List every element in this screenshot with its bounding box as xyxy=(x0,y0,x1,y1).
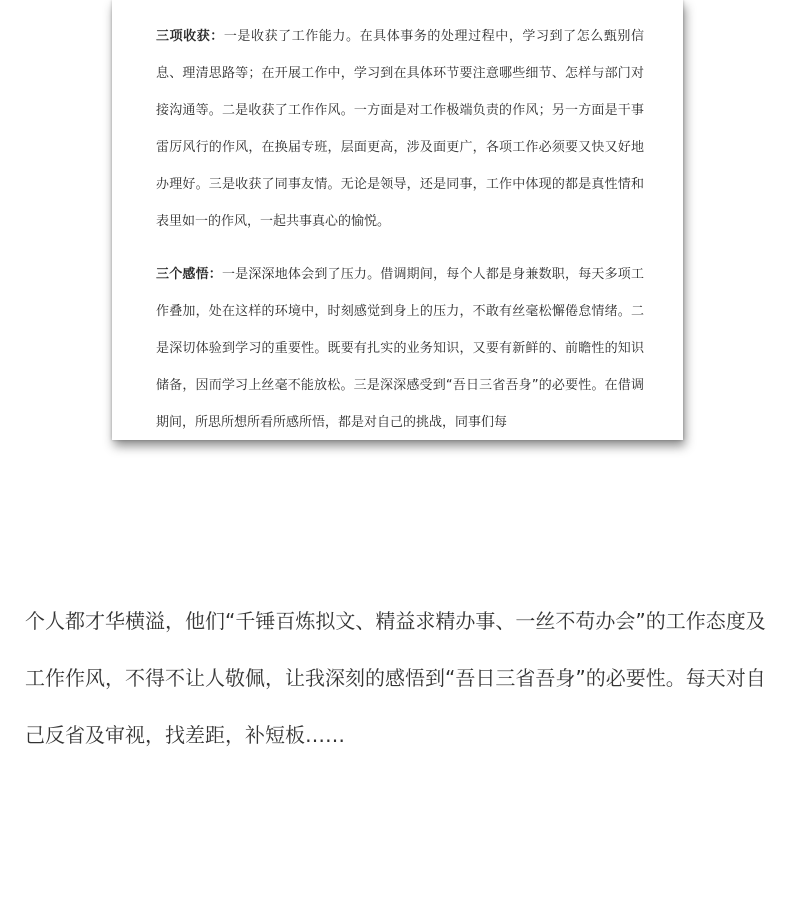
paragraph-heading: 三个感悟： xyxy=(156,267,222,282)
paragraph-body: 一是深深地体会到了压力。借调期间，每个人都是身兼数职，每天多项工作叠加，处在这样的环境中，时刻感觉到身上的压力，不敢有丝毫松懈倦怠情绪。二是深切体验到学习的重要性。既要有扎实的业务知识，又要有新鲜的、前瞻性的知识储备，因而学习上丝毫不能放松。三是深深感受到“吾日三省吾身”的必要性。在借调期间，所思所想所看所感所悟，都是对自己的挑战，同事们每 xyxy=(156,267,644,430)
paragraph-three-insights xyxy=(156,256,644,441)
paragraph-heading: 三项收获： xyxy=(156,29,224,44)
paragraph-body: 一是收获了工作能力。在具体事务的处理过程中，学习到了怎么甄别信息、理清思路等；在开展工作中，学习到在具体环节要注意哪些细节、怎样与部门对接沟通等。二是收获了工作作风。一方面是对工作极端负责的作风；另一方面是干事雷厉风行的作风，在换届专班，层面更高，涉及面更广，各项工作必须要又快又好地办理好。三是收获了同事友情。无论是领导，还是同事，工作中体现的都是真性情和表里如一的作风，一起共事真心的愉悦。 xyxy=(156,29,644,229)
document-page-preview xyxy=(112,0,683,440)
continuation-text: 个人都才华横溢，他们“千锤百炼拟文、精益求精办事、一丝不苟办会”的工作态度及工作作风，不得不让人敬佩，让我深刻的感悟到“吾日三省吾身”的必要性。每天对自己反省及审视，找差距，补短板…… xyxy=(25,609,766,747)
paragraph-three-gains xyxy=(156,18,644,240)
